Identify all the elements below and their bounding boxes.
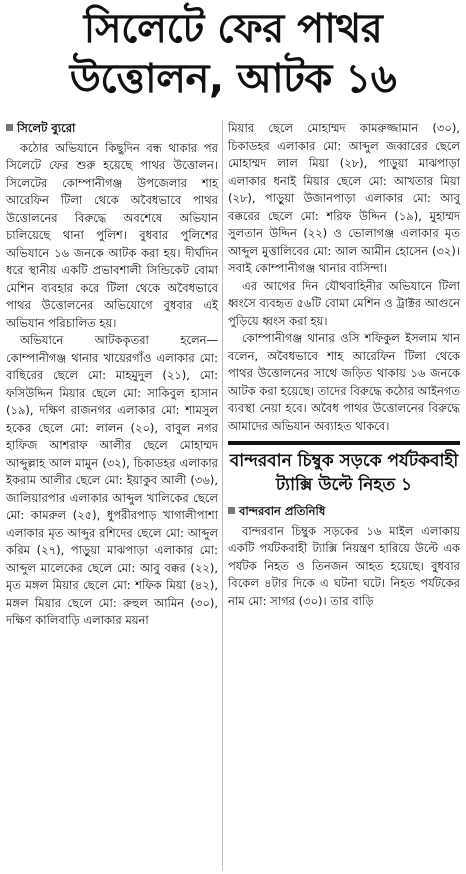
article-paragraph: এর আগের দিন যৌথবাহিনীর অভিযানে টিলা ধ্বংসে ব্যবহৃত ৫৬টি বোমা মেশিন ও ট্রাক্টর আগুনে পুড়িয়ে ধ্বংস করা হয়।: [228, 278, 460, 328]
byline-text: বান্দরবান প্রতিনিধি: [239, 504, 326, 518]
article-paragraph: অভিযানে আটককৃতরা হলেন— কোম্পানীগঞ্জ থানার খায়েরগাঁও এলাকার মো: বাছিরের ছেলে মো: মাহমুদুল (২১), মো: ফসিউদ্দিন মিয়ার ছেলে মো: সাকিবুল হাসান (১৯), দক্ষিণ রাজনগর এলাকার মো: শামসুল হকের ছেলে মো: লালন (২০), বাবুল নগর হাফিজ আশরাফ আলীর ছেলে মোহাম্মদ আব্দুল্লাহ আল মামুন (৩২), চিকাডহর এলাকার ইকরাম আলীর ছেলে মো: ইয়াকুব আলী (৩৬), জালিয়ারপার এলাকার আব্দুল খালিকের ছেলে মো: কামরুল (২৫), ধুপরীরপাড় খাগালীপাশা এলাকার মৃত আব্দুর রশিদের ছেলে মো: আব্দুল করিম (২৭), পাড়ুয়া মাঝপাড়া এলাকার মো: আব্দুল মালেকের ছেলে মো: আবু বক্কর (২২), মৃত মঙ্গল মিয়ার ছেলে মো: শফিক মিয়া (৪২), মঙ্গল মিয়ার ছেলে মো: রুহুল আমিন (৩০), দক্ষিণ কালিবাড়ি এলাকার ময়না: [6, 333, 218, 627]
headline: [6, 4, 460, 104]
right-column: [228, 120, 460, 610]
headline-line-2: উত্তোলন, আটক ১৬: [69, 56, 397, 102]
article-paragraph: মিয়ার ছেলে মোহাম্মদ কামরুজ্জামান (৩০), চিকাডহর এলাকার মো: আব্দুল জব্বারের ছেলে মোহাম্মদ লাল মিয়া (২৮), পাড়ুয়া মাঝপাড়া এলাকার ধনাই মিয়ার ছেলে মো: আখতার মিয়া (২৮), পাড়ুয়া উজানপাড়া এলাকার মো: আবু বক্করের ছেলে মো: শরিফ উদ্দিন (১৯), মুহাম্মদ সুলতান উদ্দিন (২২) ও ভোলাগঞ্জ এলাকার মৃত আব্দুল মুত্তালিবের মো: আল আমীন হোসেন (৩২)। সবাই কোম্পানীগঞ্জ থানার বাসিন্দা।: [228, 121, 460, 275]
second-article-byline: [228, 503, 460, 521]
section-rule: [228, 441, 460, 445]
column-divider: [222, 120, 223, 870]
left-column: [6, 120, 218, 630]
second-article-headline: বান্দরবান চিম্বুক সড়কে পর্যটকবাহী ট্যাক্সি উল্টে নিহত ১: [229, 451, 459, 495]
article-paragraph: বান্দরবান চিম্বুক সড়কের ১৬ মাইল এলাকায় একটি পর্যটকবাহী ট্যাক্সি নিয়ন্ত্রণ হারিয়ে উল্টে এক পর্যটক নিহত ও তিনজন আহত হয়েছে। বুধবার বিকেল ৪টার দিকে এ ঘটনা ঘটে। নিহত পর্যটকের নাম মো: সাগর (৩০)। তার বাড়ি: [228, 523, 460, 608]
bullet-square-icon: [6, 124, 13, 131]
headline-line-1: সিলেটে ফের পাথর: [83, 6, 383, 52]
byline-text: সিলেট ব্যুরো: [17, 121, 76, 135]
article-paragraph: কঠোর অভিযানে কিছুদিন বন্ধ থাকার পর সিলেটে ফের শুরু হয়েছে পাথর উত্তোলন। সিলেটের কোম্পানীগঞ্জ উপজেলার শাহ আরেফিন টিলা থেকে অবৈধভাবে পাথর উত্তোলনের বিরুদ্ধে অবশেষে অভিযান চালিয়েছে থানা পুলিশ। বুধবার পুলিশের অভিযানে ১৬ জনকে আটক করা হয়। দীর্ঘদিন ধরে স্থানীয় একটি প্রভাবশালী সিন্ডিকেট বোমা মেশিন ব্যবহার করে টিলা থেকে অবৈধভাবে পাথর উত্তোলনের অভিযোগে বুধবার এই অভিযান পরিচালিত হয়।: [6, 140, 218, 330]
byline: [6, 120, 218, 138]
bullet-square-icon: [228, 507, 235, 514]
article-paragraph: কোম্পানীগঞ্জ থানার ওসি শফিকুল ইসলাম খান বলেন, অবৈধভাবে শাহ আরেফিন টিলা থেকে পাথর উত্তোলনের সাথে জড়িত থাকায় ১৬ জনকে আটক করা হয়েছে। তাদের বিরুদ্ধে কঠোর আইনগত ব্যবস্থা নেয়া হবে। অবৈধ পাথর উত্তোলনের বিরুদ্ধে আমাদের অভিযান অব্যাহত থাকবে।: [228, 331, 460, 433]
